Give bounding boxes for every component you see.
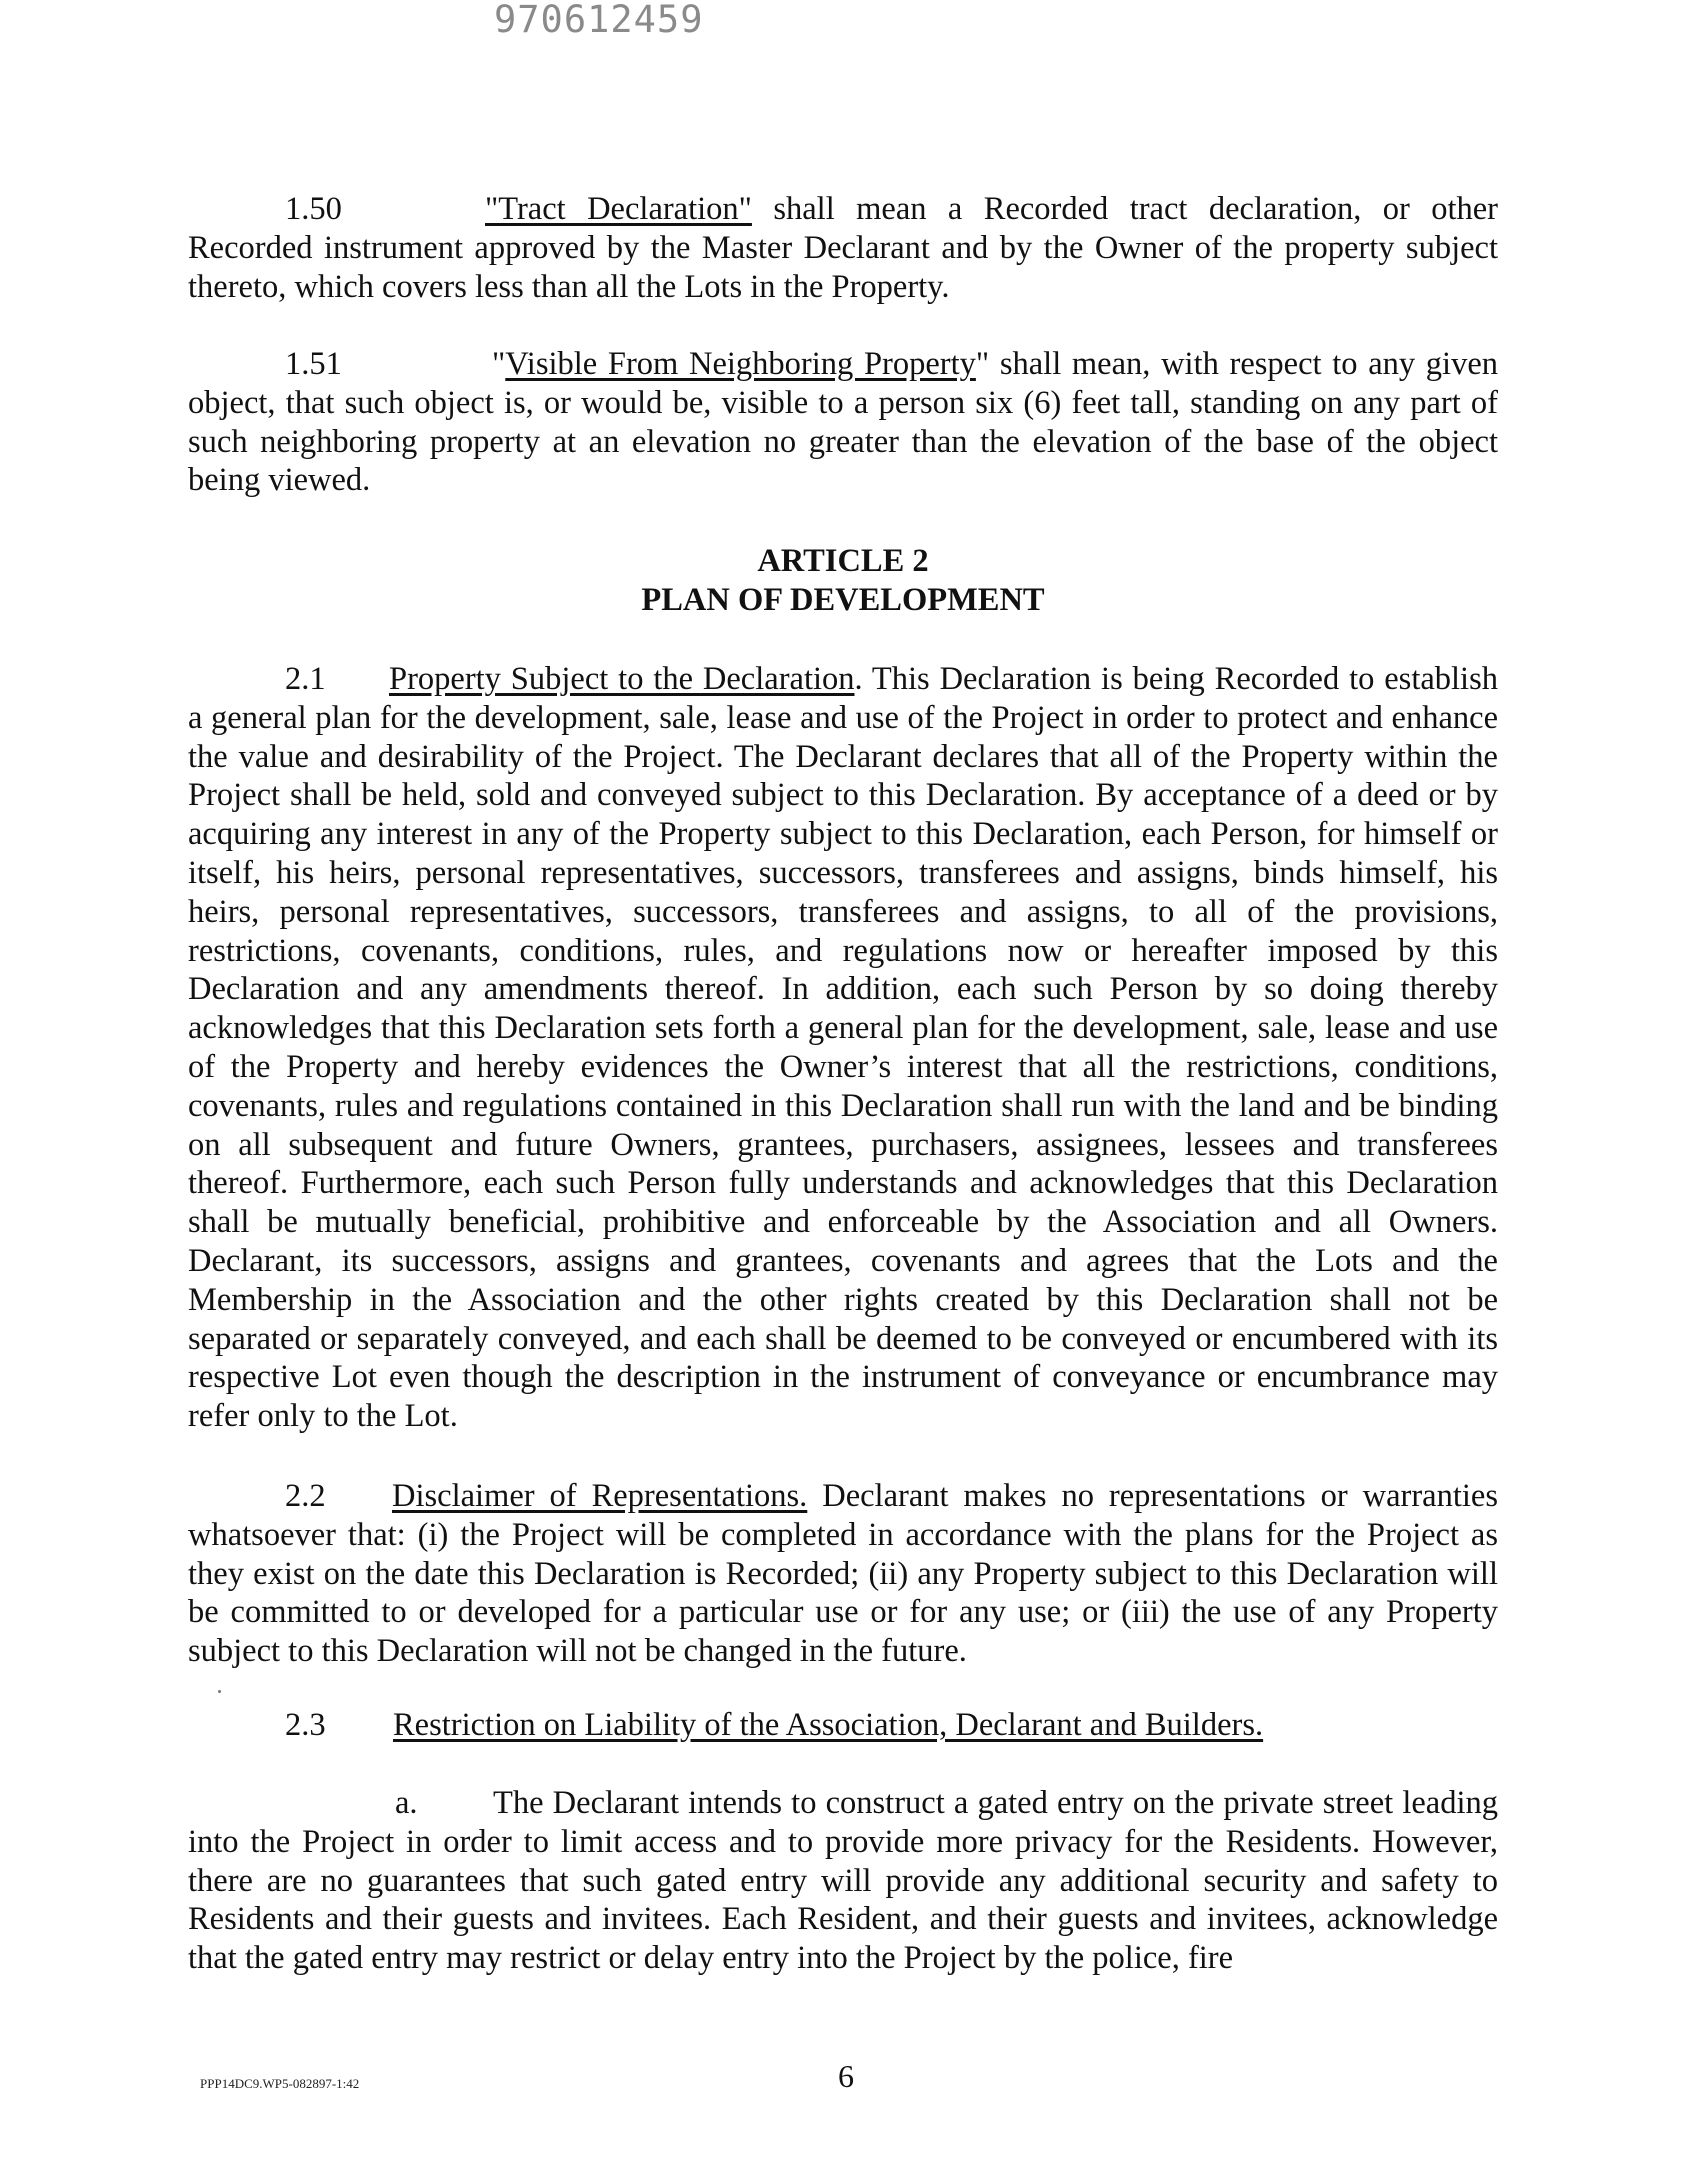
defined-term: Visible From Neighboring Property	[505, 346, 976, 382]
section-title: Restriction on Liability of the Association, Declarant and Builders.	[393, 1707, 1264, 1743]
document-stamp-number: 970612459	[494, 0, 704, 41]
section-2-3	[188, 1706, 1498, 1745]
section-text: " shall mean, with respect to any given object, that such object is, or would be, visible to a person six (6) feet tall, standing on any part of such neighboring property at an elevation no greater than the elevation of the base of the object being viewed.	[188, 346, 1499, 499]
section-text: . This Declaration is being Recorded to establish a general plan for the development, sale, lease and use of the Project in order to protect and enhance the value and desirability of the Project. The Declarant declares that all of the Property within the Project shall be held, sold and conveyed subject to this Declaration. By acceptance of a deed or by acquiring any interest in any of the Property subject to this Declaration, each Person, for himself or itself, his heirs, personal representatives, successors, transferees and assigns, binds himself, his heirs, personal representatives, successors, transferees and assigns, to all of the provisions, restrictions, covenants, conditions, rules, and regulations now or hereafter imposed by this Declaration and any amendments thereof. In addition, each such Person by so doing thereby acknowledges that this Declaration sets forth a general plan for the development, sale, lease and use of the Property and hereby evidences the Owner’s interest that all the restrictions, conditions, covenants, rules and regulations contained in this Declaration shall run with the land and be binding on all subsequent and future Owners, grantees, purchasers, assignees, lessees and transferees thereof. Furthermore, each such Person fully understands and acknowledges that this Declaration shall be mutually beneficial, prohibitive and enforceable by the Association and all Owners. Declarant, its successors, assigns and grantees, covenants and agrees that the Lots and the Membership in the Association and the other rights created by this Declaration shall not be separated or separately conveyed, and each shall be deemed to be conveyed or encumbered with its respective Lot even though the description in the instrument of conveyance or encumbrance may refer only to the Lot.	[188, 661, 1498, 1435]
section-2-3-a	[188, 1784, 1498, 1978]
article-title: PLAN OF DEVELOPMENT	[641, 582, 1045, 618]
footer-document-code: PPP14DC9.WP5-082897-1:42	[200, 2076, 360, 2091]
section-2-2	[188, 1477, 1498, 1671]
section-number: 1.51	[285, 346, 342, 382]
section-1-51	[188, 345, 1498, 500]
open-quote: "	[492, 346, 506, 382]
defined-term: "Tract Declaration"	[485, 191, 752, 227]
section-text: The Declarant intends to construct a gated entry on the private street leading into the Project in order to limit access and to provide more privacy for the Residents. However, there are no guarantees that such gated entry will provide any additional security and safety to Residents and their guests and invitees. Each Resident, and their guests and invitees, acknowledge that the gated entry may restrict or delay entry into the Project by the police, fire	[188, 1785, 1498, 1977]
section-2-1	[188, 660, 1498, 1436]
section-text: Declarant makes no representations or warranties whatsoever that: (i) the Project will be completed in accordance with the plans for the Project as they exist on the date this Declaration is Recorded; (ii) any Property subject to this Declaration will be committed to or developed for a particular use or for any use; or (iii) the use of any Property subject to this Declaration will not be changed in the future.	[188, 1478, 1498, 1670]
section-1-50	[188, 190, 1498, 306]
page-number: 6	[838, 2058, 854, 2094]
scan-speck	[218, 1690, 221, 1693]
section-text: shall mean a Recorded tract declaration, or other Recorded instrument approved by the Master Declarant and by the Owner of the property subject thereto, which covers less than all the Lots in the Property.	[188, 191, 1498, 305]
article-number: ARTICLE 2	[757, 543, 929, 579]
section-number: 2.3	[285, 1707, 326, 1743]
section-title: Property Subject to the Declaration	[389, 661, 855, 697]
subsection-letter: a.	[395, 1785, 418, 1821]
section-number: 2.1	[285, 661, 326, 697]
section-number: 2.2	[285, 1478, 326, 1514]
section-number: 1.50	[285, 191, 342, 227]
article-heading	[188, 542, 1498, 620]
section-title: Disclaimer of Representations.	[392, 1478, 808, 1514]
